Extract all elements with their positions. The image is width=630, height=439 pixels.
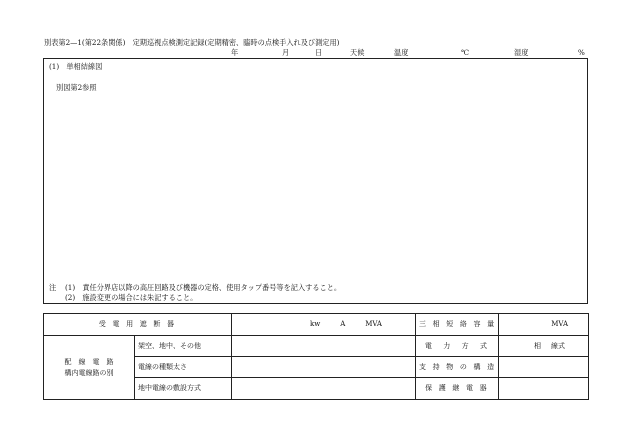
wire-type-label: 電線の種類太さ: [135, 357, 232, 378]
note-item: (1) 責任分界店以降の高圧回路及び機器の定格、使用タップ番号等を記入すること。: [65, 283, 342, 292]
power-system-label: 電 力 方 式: [416, 336, 499, 357]
month-label: 月: [282, 48, 290, 57]
support-structure-value[interactable]: [499, 357, 589, 378]
underground-method-value[interactable]: [232, 378, 416, 400]
group-label-line: 構内電線路の別: [64, 368, 114, 377]
form-title: 別表第2—1(第22条関係) 定期巡視点検測定記録(定期精密、臨時の点検手入れ及び測定用): [44, 38, 340, 47]
underground-method-label: 地中電線の敷設方式: [135, 378, 232, 400]
note-item: (2) 施設変更の場合には朱記すること。: [65, 293, 198, 302]
reference-note: 別図第2参照: [56, 83, 97, 92]
overhead-underground-value[interactable]: [232, 336, 416, 357]
unit-mva: MVA: [365, 320, 382, 328]
unit-kw: kw: [310, 320, 321, 328]
breaker-label: 受 電 用 遮 断 器: [44, 314, 232, 336]
wire-system-unit: 線式: [551, 341, 566, 350]
power-system-value-cell[interactable]: [499, 336, 589, 357]
wire-type-value[interactable]: [232, 357, 416, 378]
protective-relay-label: 保 護 継 電 器: [416, 378, 499, 400]
group-label-line: 配 線 電 路: [64, 357, 114, 366]
protective-relay-value[interactable]: [499, 378, 589, 400]
humidity-label: 湿度: [514, 48, 529, 57]
equipment-table: [43, 313, 589, 400]
wiring-group-label: [44, 336, 135, 400]
humidity-unit: %: [578, 48, 585, 57]
unit-a: A: [340, 320, 346, 328]
short-circuit-value-cell[interactable]: [499, 314, 589, 336]
year-label: 年: [231, 48, 239, 57]
note-prefix: 注: [49, 283, 57, 292]
weather-label: 天候: [350, 48, 365, 57]
section-title: (1) 単相結線図: [49, 62, 103, 71]
temperature-unit: ℃: [461, 48, 470, 57]
breaker-value-cell[interactable]: [232, 314, 416, 336]
short-circuit-label: 三 相 短 絡 容 量: [416, 314, 499, 336]
support-structure-label: 支 持 物 の 構 造: [416, 357, 499, 378]
day-label: 日: [315, 48, 323, 57]
phase-unit: 相: [534, 341, 542, 350]
diagram-box: [43, 58, 588, 304]
temperature-label: 温度: [394, 48, 409, 57]
overhead-underground-label: 架空、地中、その他: [135, 336, 232, 357]
short-circuit-unit: MVA: [551, 320, 569, 328]
